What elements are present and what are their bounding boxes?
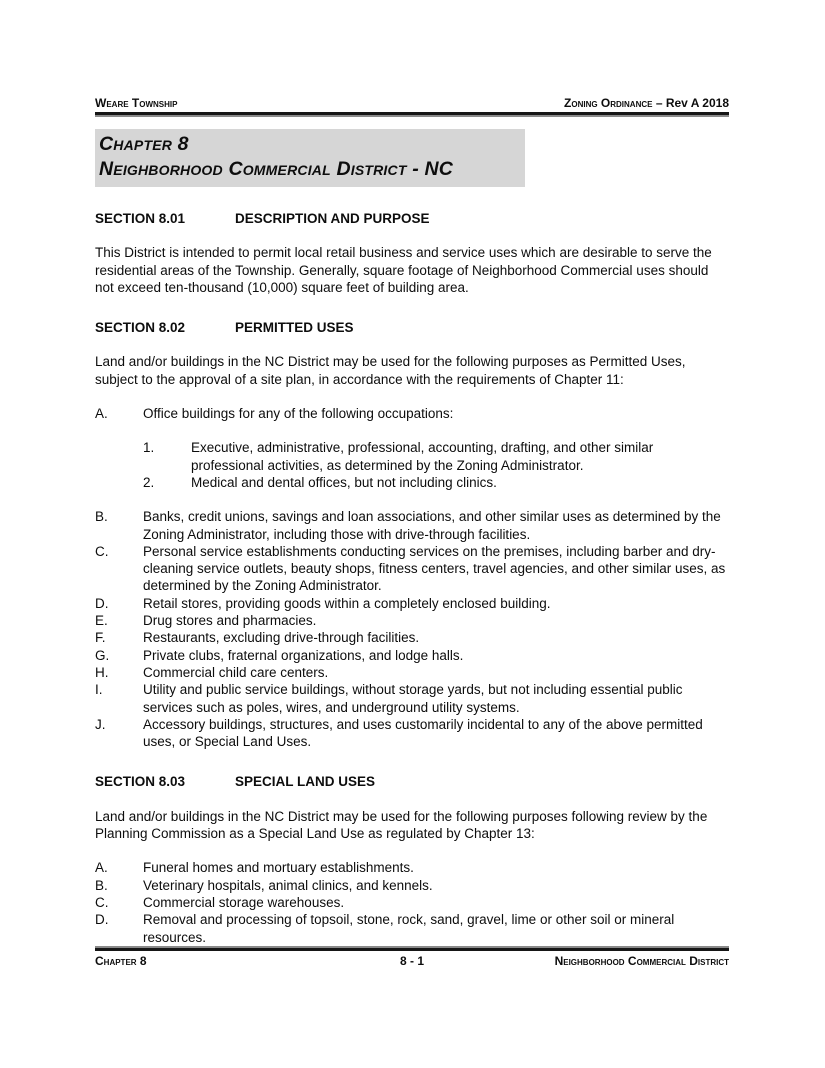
list-item	[95, 664, 729, 681]
list-item-text: Funeral homes and mortuary establishments.	[143, 860, 414, 876]
header-ordinance	[564, 97, 729, 110]
list-item-marker: B.	[95, 877, 108, 893]
section-802-sublist	[143, 439, 729, 491]
list-item	[95, 508, 729, 543]
section-802-label: SECTION 8.02	[95, 320, 186, 336]
list-item-text: Restaurants, excluding drive-through facilities.	[143, 630, 420, 646]
section-801-heading	[95, 210, 729, 227]
list-item	[95, 681, 729, 716]
list-item-marker: C.	[95, 543, 109, 559]
sublist-item-text: Medical and dental offices, but not including clinics.	[191, 474, 497, 490]
list-item-text: Personal service establishments conducting services on the premises, including barber and dry-cleaning service outlets, beauty shops, fitness centers, travel agencies, and other similar uses, as determined by the Zoning Administrator.	[143, 543, 726, 594]
list-item	[95, 859, 729, 876]
header-revision: – Rev A 2018	[655, 96, 729, 110]
list-item-marker: J.	[95, 716, 106, 732]
sublist-item	[143, 474, 729, 491]
sublist-item	[143, 439, 729, 474]
section-803-paragraph: Land and/or buildings in the NC District may be used for the following purposes following review by the Planning Commission as a Special Land Use as regulated by Chapter 13:	[95, 808, 708, 842]
list-item-text: Drug stores and pharmacies.	[143, 613, 317, 629]
list-item-marker: H.	[95, 664, 109, 680]
section-802-paragraph: Land and/or buildings in the NC District may be used for the following purposes as Permitted Uses, subject to the approval of a site plan, in accordance with the requirements of Chapter 11:	[95, 354, 686, 387]
section-803-label: SECTION 8.03	[95, 774, 186, 790]
list-item	[95, 894, 729, 911]
list-item	[95, 877, 729, 894]
list-item-marker: D.	[95, 912, 109, 928]
page-content	[95, 97, 729, 946]
sublist-item-marker: 2.	[143, 474, 155, 490]
section-801-paragraph: This District is intended to permit local retail business and service uses which are desirable to serve the residential areas of the Township. Generally, square footage of Neighborhood Commercial uses should not exceed ten-thousand (10,000) square feet of building area.	[95, 245, 712, 295]
list-item	[95, 911, 729, 946]
list-item	[95, 543, 729, 595]
list-item-marker: C.	[95, 894, 109, 910]
section-803-heading	[95, 773, 729, 790]
sublist-item-marker: 1.	[143, 440, 155, 456]
list-item-text: Veterinary hospitals, animal clinics, and kennels.	[143, 877, 433, 893]
list-item-text: Commercial storage warehouses.	[143, 894, 345, 910]
list-item-text: Utility and public service buildings, without storage yards, but not including essential public services such as poles, wires, and underground utility systems.	[143, 682, 683, 715]
list-item-text: Office buildings for any of the following occupations:	[143, 406, 454, 422]
list-item-marker: G.	[95, 647, 110, 663]
list-item-text: Accessory buildings, structures, and uses customarily incidental to any of the above permitted uses, or Special Land Uses.	[143, 716, 703, 750]
section-802-title: PERMITTED USES	[235, 320, 354, 336]
list-item-marker: E.	[95, 613, 108, 629]
page-header	[95, 97, 729, 110]
footer-row	[95, 955, 729, 968]
section-802-heading	[95, 319, 729, 336]
list-item	[95, 647, 729, 664]
list-item	[95, 595, 729, 612]
list-item-text: Retail stores, providing goods within a completely enclosed building.	[143, 595, 551, 611]
list-item-text: Private clubs, fraternal organizations, and lodge halls.	[143, 647, 464, 663]
list-item-marker: I.	[95, 682, 103, 698]
section-803-list	[95, 859, 729, 945]
header-rule	[95, 112, 729, 117]
sublist-item-text: Executive, administrative, professional, accounting, drafting, and other similar professional activities, as determined by the Zoning Administrator.	[191, 440, 654, 473]
list-item	[95, 612, 729, 629]
footer-chapter: Chapter 8	[95, 954, 147, 968]
footer-page-number: 8 - 1	[400, 954, 425, 968]
footer-rule	[95, 946, 729, 951]
list-item-marker: D.	[95, 595, 109, 611]
section-801-title: DESCRIPTION AND PURPOSE	[235, 211, 430, 226]
list-item	[95, 716, 729, 751]
section-802-list	[95, 405, 729, 750]
list-item-text: Removal and processing of topsoil, stone, rock, sand, gravel, lime or other soil or mineral resources.	[143, 912, 675, 945]
chapter-banner	[95, 129, 525, 187]
list-item	[95, 405, 729, 422]
list-item-marker: F.	[95, 630, 106, 646]
section-803-title: SPECIAL LAND USES	[235, 774, 376, 790]
list-item-text: Banks, credit unions, savings and loan associations, and other similar uses as determined by the Zoning Administrator, including those with drive-through facilities.	[143, 509, 721, 542]
section-801-label: SECTION 8.01	[95, 211, 186, 226]
header-ordinance-title: Zoning Ordinance	[564, 96, 653, 110]
header-township: Weare Township	[95, 96, 178, 110]
page-footer	[95, 946, 729, 968]
list-item-marker: A.	[95, 860, 108, 876]
footer-district: Neighborhood Commercial District	[554, 954, 730, 968]
list-item	[95, 629, 729, 646]
chapter-banner-line2: Neighborhood Commercial District - NC	[99, 158, 454, 180]
list-item-text: Commercial child care centers.	[143, 664, 329, 680]
chapter-banner-line1: Chapter 8	[99, 133, 189, 155]
list-item-marker: B.	[95, 509, 108, 525]
list-item-marker: A.	[95, 406, 108, 422]
